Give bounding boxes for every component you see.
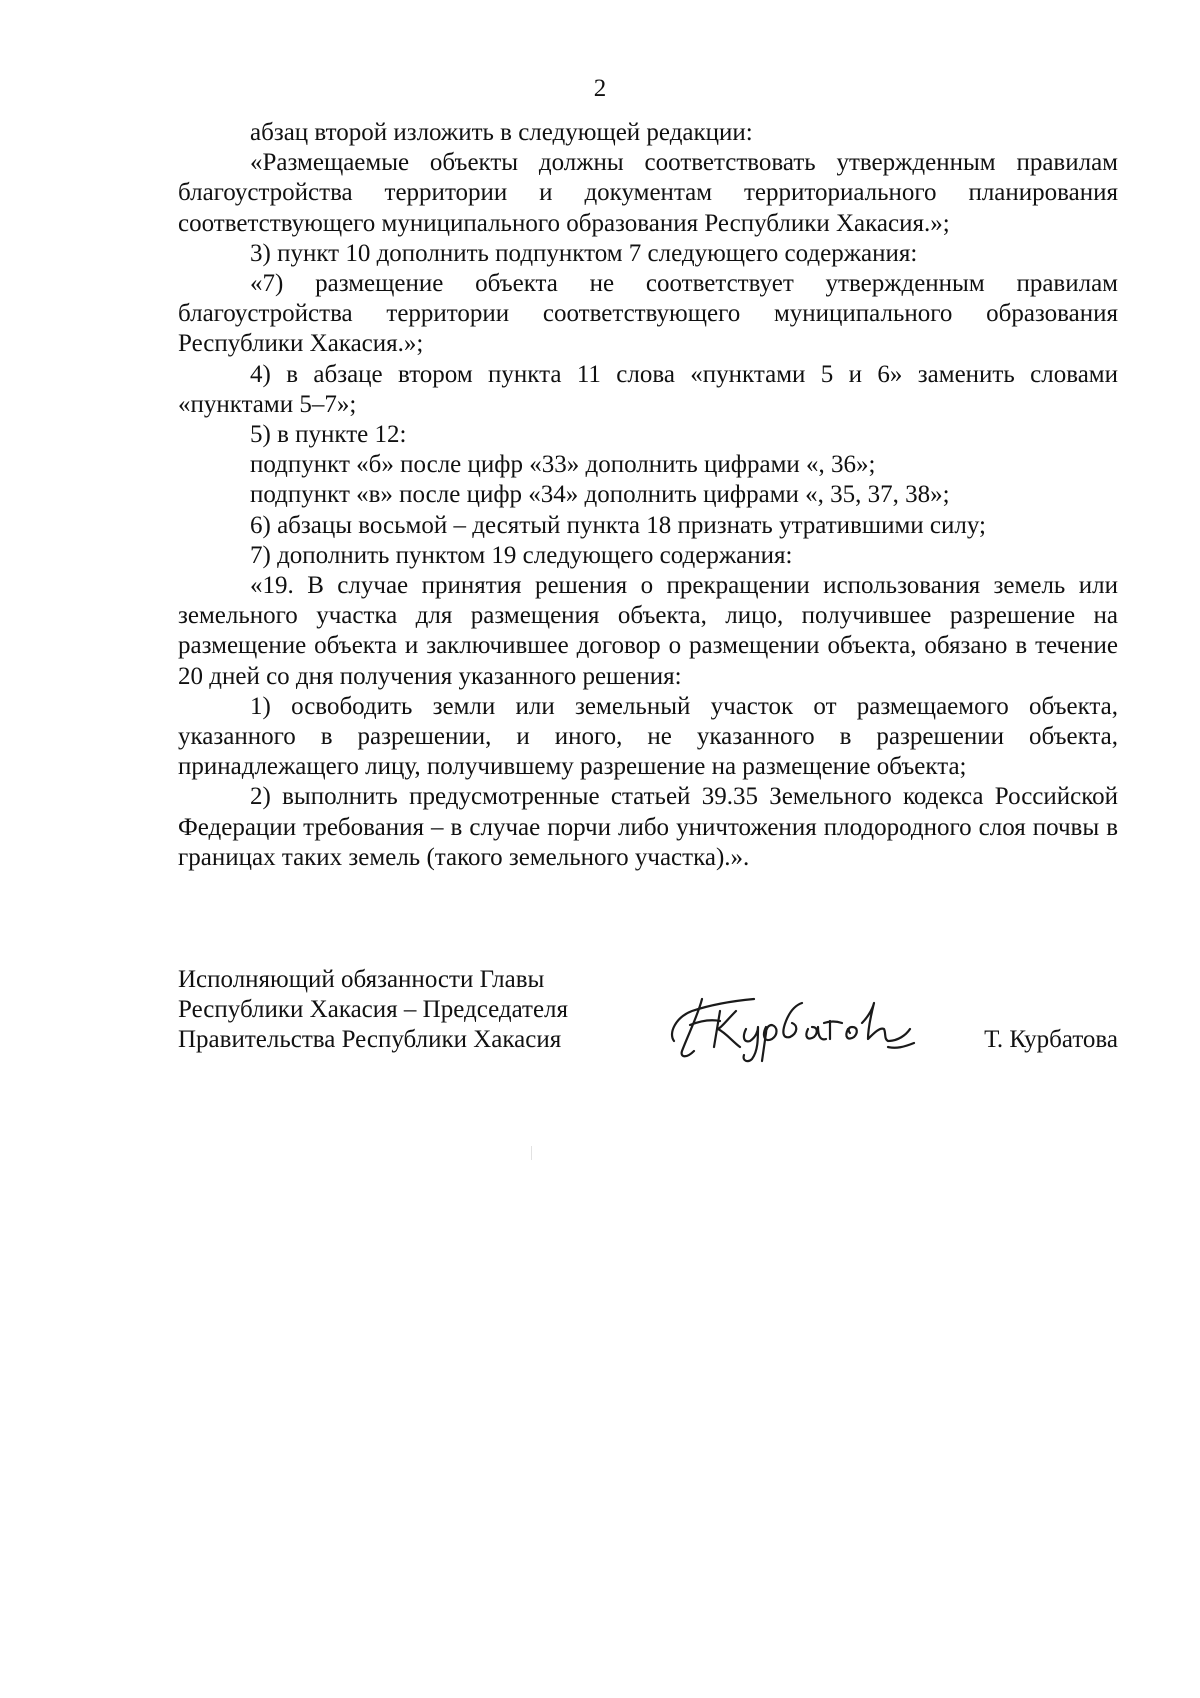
paragraph: 5) в пункте 12: — [250, 421, 407, 449]
paragraph: подпункт «б» после цифр «33» дополнить цифрами «, 36»; — [250, 451, 876, 479]
paragraph: абзац второй изложить в следующей редакции: — [250, 119, 753, 146]
document-body — [178, 118, 1118, 873]
paragraph: «Размещаемые объекты должны соответствовать утвержденным правилам благоустройства территории и документам территориального планирования соответствующего муниципального образования Республики Хакасия.»; — [178, 149, 1118, 237]
scan-artifact — [531, 1146, 532, 1160]
paragraph: 7) дополнить пунктом 19 следующего содержания: — [250, 541, 793, 569]
paragraph: 3) пункт 10 дополнить подпунктом 7 следующего содержания: — [250, 239, 918, 267]
paragraph: подпункт «в» после цифр «34» дополнить цифрами «, 35, 37, 38»; — [250, 481, 950, 509]
paragraph: «19. В случае принятия решения о прекращении использования земель или земельного участка для размещения объекта, лицо, получившее разрешение на размещение объекта и заключившее договор о размещении объекта, обязано в течение 20 дней со дня получения указанного решения: — [178, 572, 1118, 690]
paragraph: 4) в абзаце втором пункта 11 слова «пунктами 5 и 6» заменить словами «пунктами 5–7»; — [178, 360, 1118, 418]
paragraph: 1) освободить земли или земельный участок от размещаемого объекта, указанного в разрешении, и иного, не указанного в разрешении объекта, принадлежащего лицу, получившему разрешение на размещение объекта; — [178, 692, 1118, 781]
signatory-position-line: Исполняющий обязанности Главы — [178, 966, 545, 993]
page-number: 2 — [593, 75, 607, 102]
handwritten-signature — [662, 981, 922, 1063]
signatory-position-line: Республики Хакасия – Председателя — [178, 996, 569, 1024]
paragraph: 2) выполнить предусмотренные статьей 39.35 Земельного кодекса Российской Федерации требования – в случае порчи либо уничтожения плодородного слоя почвы в границах таких земель (такого земельного участка).». — [178, 783, 1118, 871]
signatory-position-line: Правительства Республики Хакасия — [178, 1026, 562, 1054]
paragraph: «7) размещение объекта не соответствует утвержденным правилам благоустройства территории соответствующего муниципального образования Республики Хакасия.»; — [178, 270, 1118, 358]
signatory-position — [178, 965, 618, 1056]
signature-block — [178, 965, 1118, 1065]
signer-name: Т. Курбатова — [984, 1026, 1118, 1053]
paragraph: 6) абзацы восьмой – десятый пункта 18 признать утратившими силу; — [250, 511, 986, 539]
